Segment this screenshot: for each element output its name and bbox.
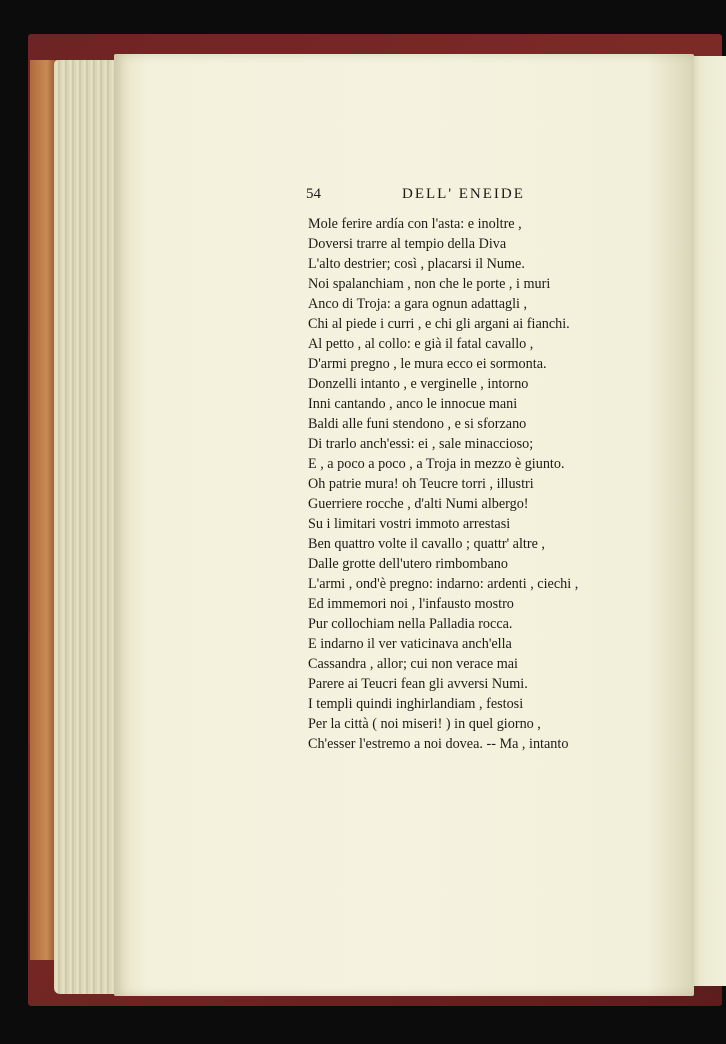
verse-line: Pur collochiam nella Palladia rocca. — [308, 616, 513, 632]
verse-line: Ed immemori noi , l'infausto mostro — [308, 596, 514, 612]
verse-line: L'alto destrier; così , placarsi il Nume. — [308, 256, 525, 272]
verse-line: E , a poco a poco , a Troja in mezzo è giunto. — [308, 456, 565, 472]
verse-line: Ch'esser l'estremo a noi dovea. -- Ma , intanto — [308, 736, 569, 752]
verse-line: Anco di Troja: a gara ognun adattagli , — [308, 296, 528, 312]
verse-line: Guerriere rocche , d'alti Numi albergo! — [308, 496, 529, 512]
verse-line: Ben quattro volte il cavallo ; quattr' altre , — [308, 536, 545, 552]
verse-line: Su i limitari vostri immoto arrestasi — [308, 516, 511, 532]
verse-line: Parere ai Teucri fean gli avversi Numi. — [308, 676, 528, 692]
verse-line: Chi al piede i curri , e chi gli argani ai fianchi. — [308, 316, 570, 332]
verse-line: Oh patrie mura! oh Teucre torri , illustri — [308, 476, 534, 492]
verse-line: Dalle grotte dell'utero rimbombano — [308, 556, 508, 572]
verse-line: Al petto , al collo: e già il fatal cavallo , — [308, 336, 534, 352]
verse-line: Di trarlo anch'essi: ei , sale minaccioso; — [308, 436, 534, 452]
running-title: DELL' ENEIDE — [402, 186, 525, 202]
verse-line: Donzelli intanto , e verginelle , intorno — [308, 376, 529, 392]
verse-text — [308, 214, 638, 754]
verse-line: Cassandra , allor; cui non verace mai — [308, 656, 518, 672]
page-number: 54 — [306, 186, 321, 202]
verse-line: Doversi trarre al tempio della Diva — [308, 236, 507, 252]
verse-line: L'armi , ond'è pregno: indarno: ardenti , ciechi , — [308, 576, 579, 592]
verse-line: Per la città ( noi miseri! ) in quel giorno , — [308, 716, 541, 732]
verse-line: I templi quindi inghirlandiam , festosi — [308, 696, 524, 712]
verse-line: E indarno il ver vaticinava anch'ella — [308, 636, 512, 652]
verse-line: Baldi alle funi stendono , e si sforzano — [308, 416, 527, 432]
verse-line: Mole ferire ardía con l'asta: e inoltre , — [308, 216, 522, 232]
verse-line: Inni cantando , anco le innocue mani — [308, 396, 518, 412]
verse-line: D'armi pregno , le mura ecco ei sormonta. — [308, 356, 547, 372]
page-header — [306, 186, 606, 208]
verse-line: Noi spalanchiam , non che le porte , i muri — [308, 276, 551, 292]
